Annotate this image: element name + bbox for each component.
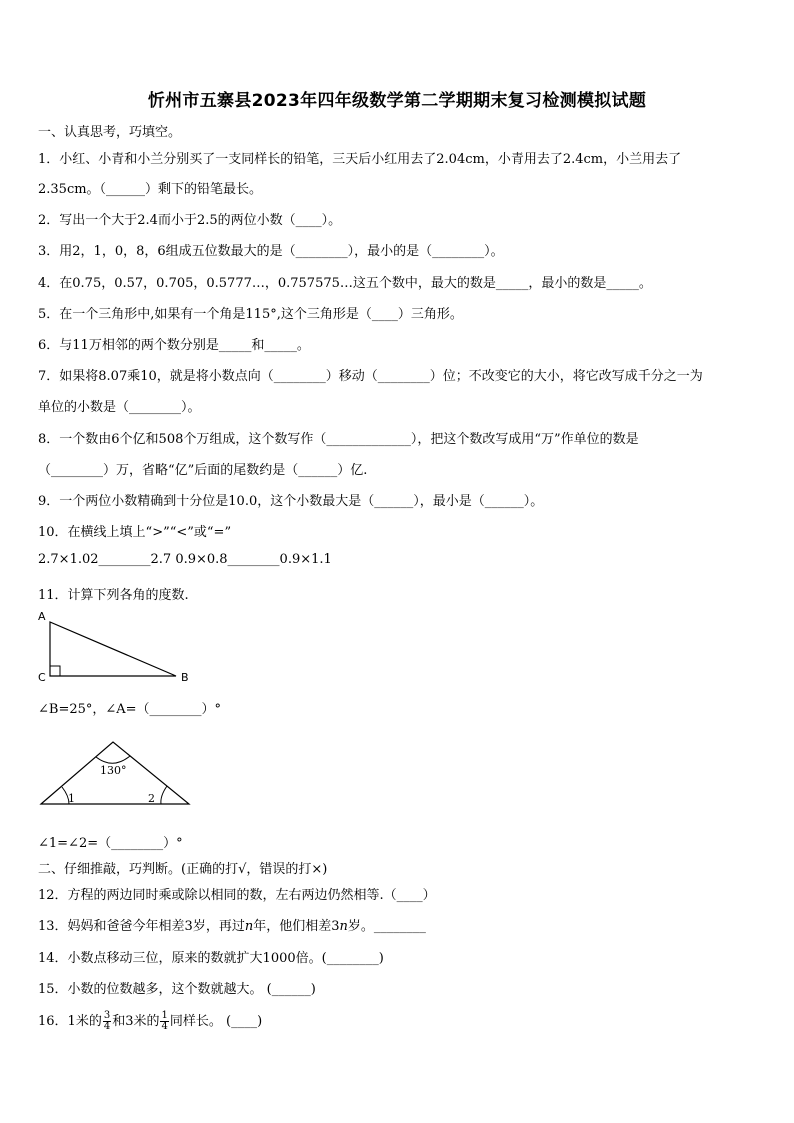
question-11-part-2: ∠1=∠2=（________）° xyxy=(38,836,183,851)
question-2: 2．写出一个大于2.4而小于2.5的两位小数（____）。 xyxy=(38,213,342,228)
fraction-denominator: 4 xyxy=(161,1021,168,1032)
question-14: 14．小数点移动三位，原来的数就扩大1000倍。(________) xyxy=(38,951,384,966)
question-10-expressions: 2.7×1.02________2.7 0.9×0.8________0.9×1.1 xyxy=(38,552,332,567)
question-16 xyxy=(38,1010,262,1032)
question-9: 9．一个两位小数精确到十分位是10.0，这个小数最大是（______），最小是（______）。 xyxy=(38,494,544,509)
question-7-line-1: 7．如果将8.07乘10，就是将小数点向（________）移动（________）位；不改变它的大小，将它改写成千分之一为 xyxy=(38,369,703,384)
section-heading-2: 二、仔细推敲，巧判断。(正确的打√，错误的打×) xyxy=(38,862,328,877)
question-8-line-1: 8．一个数由6个亿和508个万组成，这个数写作（_____________），把这个数改写成用“万”作单位的数是 xyxy=(38,432,639,447)
obtuse-triangle-figure xyxy=(38,736,194,808)
top-angle-arc xyxy=(96,756,130,763)
question-1-line-2: 2.35cm。（______）剩下的铅笔最长。 xyxy=(38,182,263,197)
question-1-line-1: 1．小红、小青和小兰分别买了一支同样长的铅笔，三天后小红用去了2.04cm，小青用去了2.4cm，小兰用去了 xyxy=(38,152,682,167)
question-13-text-1: 13．妈妈和爸爸今年相差3岁，再过 xyxy=(38,919,245,934)
right-angle-mark xyxy=(50,666,60,676)
vertex-c-label: C xyxy=(38,671,46,684)
question-13 xyxy=(38,915,426,934)
question-3: 3．用2，1，0，8，6组成五位数最大的是（________），最小的是（________）。 xyxy=(38,244,504,259)
section-heading-1: 一、认真思考，巧填空。 xyxy=(38,125,182,140)
question-16-text-2: 和3米的 xyxy=(112,1014,160,1029)
question-8-line-2: （________）万，省略“亿”后面的尾数约是（______）亿. xyxy=(38,463,368,478)
question-4: 4．在0.75，0.57，0.705，0.5777…，0.757575…这五个数中，最大的数是_____，最小的数是_____。 xyxy=(38,276,652,291)
question-7-line-2: 单位的小数是（________）。 xyxy=(38,400,201,415)
fraction-numerator: 1 xyxy=(161,1010,168,1021)
angle-130-label: 130° xyxy=(100,764,127,777)
question-13-text-2: 年，他们相差3 xyxy=(253,919,340,934)
fraction-numerator: 3 xyxy=(103,1010,111,1021)
question-11: 11．计算下列各角的度数. xyxy=(38,588,189,603)
question-16-text-1: 16．1米的 xyxy=(38,1014,102,1029)
question-16-text-3: 同样长。 (____) xyxy=(169,1014,263,1029)
fraction-one-quarter xyxy=(160,1011,168,1032)
variable-n-2: n xyxy=(339,919,348,934)
angle-1-label: 1 xyxy=(68,792,75,805)
vertex-b-label: B xyxy=(181,671,189,684)
fraction-three-quarters xyxy=(103,1011,111,1032)
question-13-text-3: 岁。________ xyxy=(347,919,426,934)
vertex-a-label: A xyxy=(38,610,46,623)
right-triangle-shape xyxy=(50,622,176,676)
fraction-denominator: 4 xyxy=(103,1021,111,1032)
angle-2-label: 2 xyxy=(148,792,155,805)
question-15: 15．小数的位数越多，这个数就越大。 (______) xyxy=(38,982,316,997)
angle-2-arc xyxy=(161,786,167,804)
question-10: 10．在横线上填上“>”“<”或“=” xyxy=(38,525,232,540)
question-11-part-1: ∠B=25°，∠A=（________）° xyxy=(38,702,222,717)
page-title: 忻州市五寨县2023年四年级数学第二学期期末复习检测模拟试题 xyxy=(147,91,647,111)
question-12: 12．方程的两边同时乘或除以相同的数，左右两边仍然相等.（____） xyxy=(38,888,436,903)
question-5: 5．在一个三角形中,如果有一个角是115°,这个三角形是（____）三角形。 xyxy=(38,307,463,322)
variable-n: n xyxy=(244,919,254,934)
right-triangle-figure xyxy=(36,608,196,688)
question-6: 6．与11万相邻的两个数分别是_____和_____。 xyxy=(38,338,310,353)
